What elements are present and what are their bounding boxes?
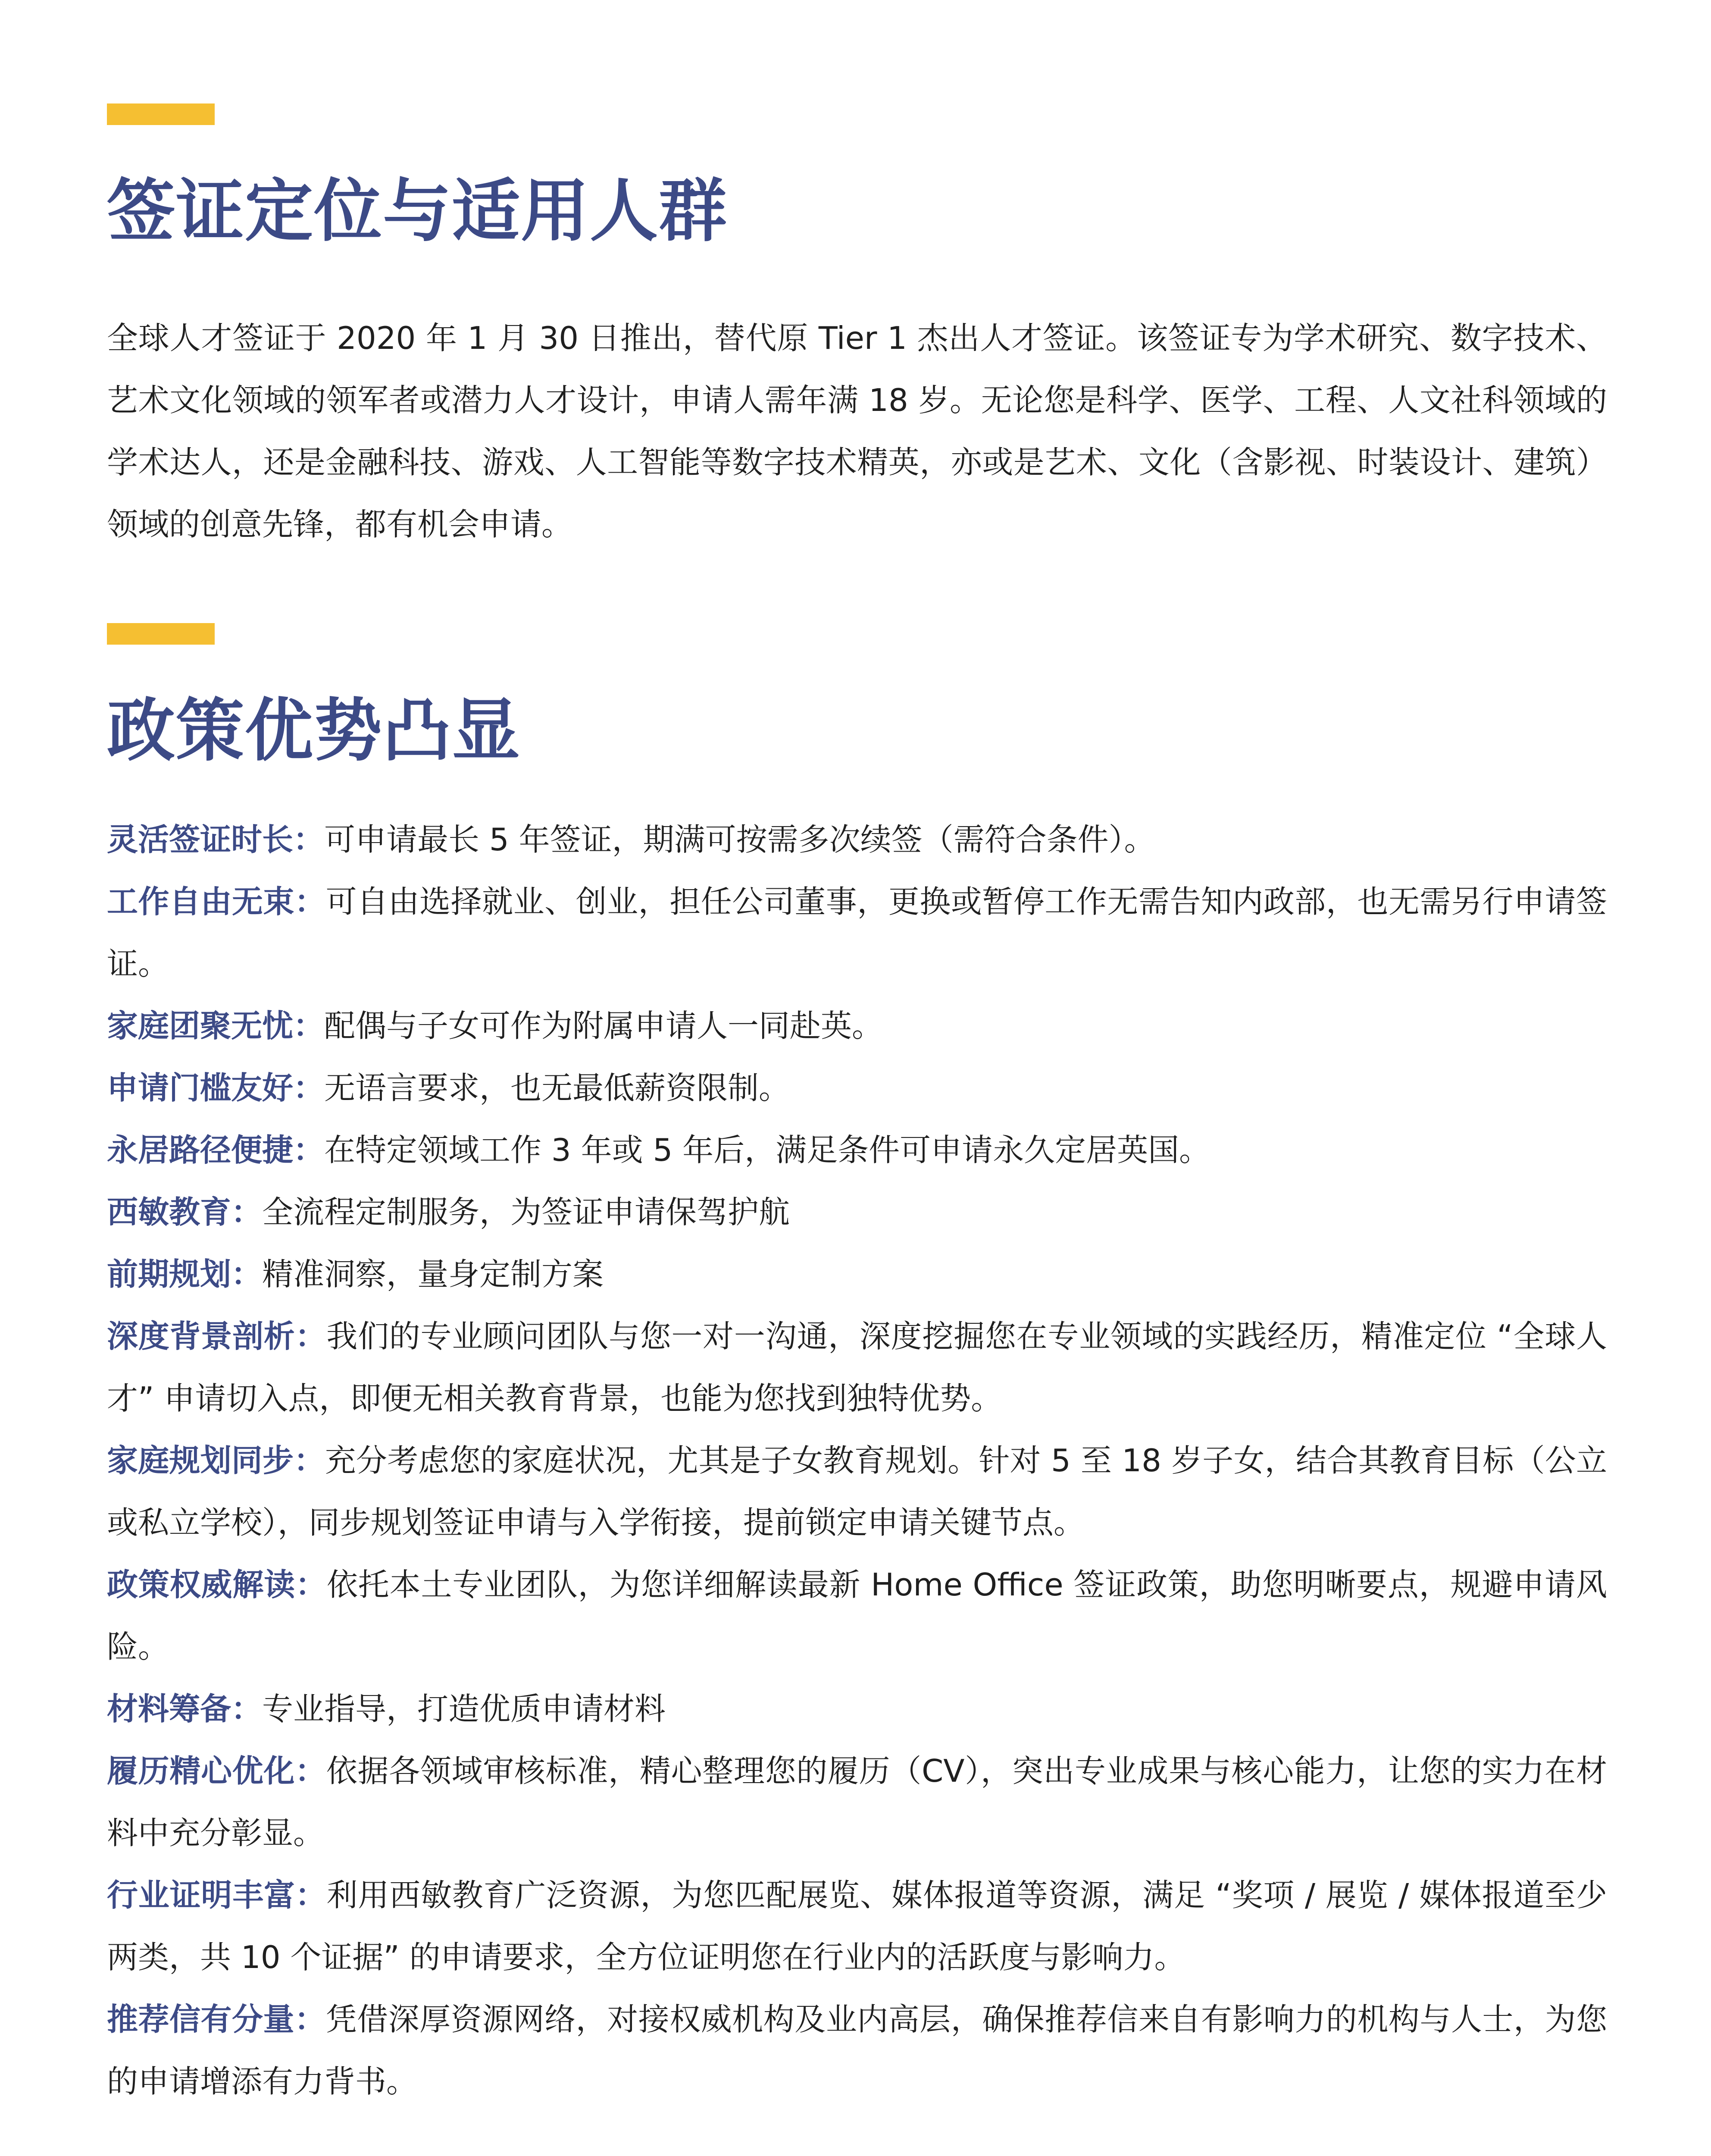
- benefit-text: 全流程定制服务，为签证申请保驾护航: [262, 1194, 790, 1230]
- benefit-item: [107, 1429, 1607, 1554]
- benefit-item: [107, 871, 1607, 995]
- benefit-item: [107, 1740, 1607, 1864]
- benefit-label: 工作自由无束：: [107, 884, 326, 920]
- benefit-text: 可自由选择就业、创业，担任公司董事，更换或暂停工作无需告知内政部，也无需另行申请签证。: [107, 884, 1607, 982]
- benefit-text: 依据各领域审核标准，精心整理您的履历（CV），突出专业成果与核心能力，让您的实力在材料中充分彰显。: [107, 1753, 1607, 1851]
- benefit-label: 履历精心优化：: [107, 1753, 326, 1789]
- benefit-text: 精准洞察，量身定制方案: [262, 1256, 604, 1292]
- benefit-item: [107, 1554, 1607, 1678]
- benefits-list: [107, 808, 1607, 2112]
- benefit-item: [107, 1119, 1607, 1181]
- section1-paragraph: 全球人才签证于 2020 年 1 月 30 日推出，替代原 Tier 1 杰出人才签证。该签证专为学术研究、数字技术、艺术文化领域的领军者或潜力人才设计，申请人需年满 18 岁。无论您是科学、医学、工程、人文社科领域的学术达人，还是金融科技、游戏、人工智能等数字技术精英，亦或是艺术、文化（含影视、时装设计、建筑）领域的创意先锋，都有机会申请。: [107, 320, 1607, 542]
- benefit-text: 充分考虑您的家庭状况，尤其是子女教育规划。针对 5 至 18 岁子女，结合其教育目标（公立或私立学校），同步规划签证申请与入学衔接，提前锁定申请关键节点。: [107, 1442, 1607, 1541]
- benefit-item: [107, 1678, 1607, 1740]
- benefit-text: 在特定领域工作 3 年或 5 年后，满足条件可申请永久定居英国。: [324, 1132, 1211, 1168]
- benefit-item: [107, 1181, 1607, 1243]
- benefit-text: 配偶与子女可作为附属申请人一同赴英。: [324, 1008, 883, 1044]
- benefit-label: 永居路径便捷：: [107, 1132, 325, 1168]
- benefit-text: 依托本土专业团队，为您详细解读最新 Home Office 签证政策，助您明晰要点，规避申请风险。: [107, 1567, 1607, 1665]
- benefit-text: 我们的专业顾问团队与您一对一沟通，深度挖掘您在专业领域的实践经历，精准定位 “全球人才” 申请切入点，即便无相关教育背景，也能为您找到独特优势。: [107, 1318, 1607, 1416]
- benefit-label: 材料筹备：: [107, 1691, 263, 1727]
- benefit-item: [107, 808, 1607, 871]
- section1-accent-bar: [107, 103, 215, 125]
- section2-accent-bar: [107, 623, 215, 645]
- benefit-text: 可申请最长 5 年签证，期满可按需多次续签（需符合条件）。: [324, 821, 1155, 858]
- benefit-label: 前期规划：: [107, 1256, 263, 1292]
- benefit-item: [107, 1305, 1607, 1429]
- benefit-label: 行业证明丰富：: [107, 1877, 327, 1913]
- benefit-text: 无语言要求，也无最低薪资限制。: [324, 1070, 790, 1106]
- benefit-label: 政策权威解读：: [107, 1567, 327, 1603]
- benefit-text: 凭借深厚资源网络，对接权威机构及业内高层，确保推荐信来自有影响力的机构与人士，为您的申请增添有力背书。: [107, 2001, 1607, 2100]
- benefit-label: 推荐信有分量：: [107, 2001, 326, 2037]
- benefit-item: [107, 1864, 1607, 1988]
- benefit-label: 深度背景剖析：: [107, 1318, 327, 1354]
- benefit-item: [107, 1988, 1607, 2112]
- section1-heading: 签证定位与适用人群: [107, 172, 728, 251]
- benefit-item: [107, 1057, 1607, 1119]
- benefit-label: 灵活签证时长：: [107, 821, 325, 858]
- benefit-label: 西敏教育：: [107, 1194, 263, 1230]
- benefit-label: 家庭团聚无忧：: [107, 1008, 325, 1044]
- benefit-label: 家庭规划同步：: [107, 1442, 325, 1479]
- benefit-text: 利用西敏教育广泛资源，为您匹配展览、媒体报道等资源，满足 “奖项 / 展览 / 媒体报道至少两类，共 10 个证据” 的申请要求，全方位证明您在行业内的活跃度与影响力。: [107, 1877, 1607, 1975]
- benefit-label: 申请门槛友好：: [107, 1070, 325, 1106]
- benefit-item: [107, 1243, 1607, 1305]
- benefit-text: 专业指导，打造优质申请材料: [262, 1691, 666, 1727]
- benefit-item: [107, 995, 1607, 1057]
- section2-heading: 政策优势凸显: [107, 691, 521, 771]
